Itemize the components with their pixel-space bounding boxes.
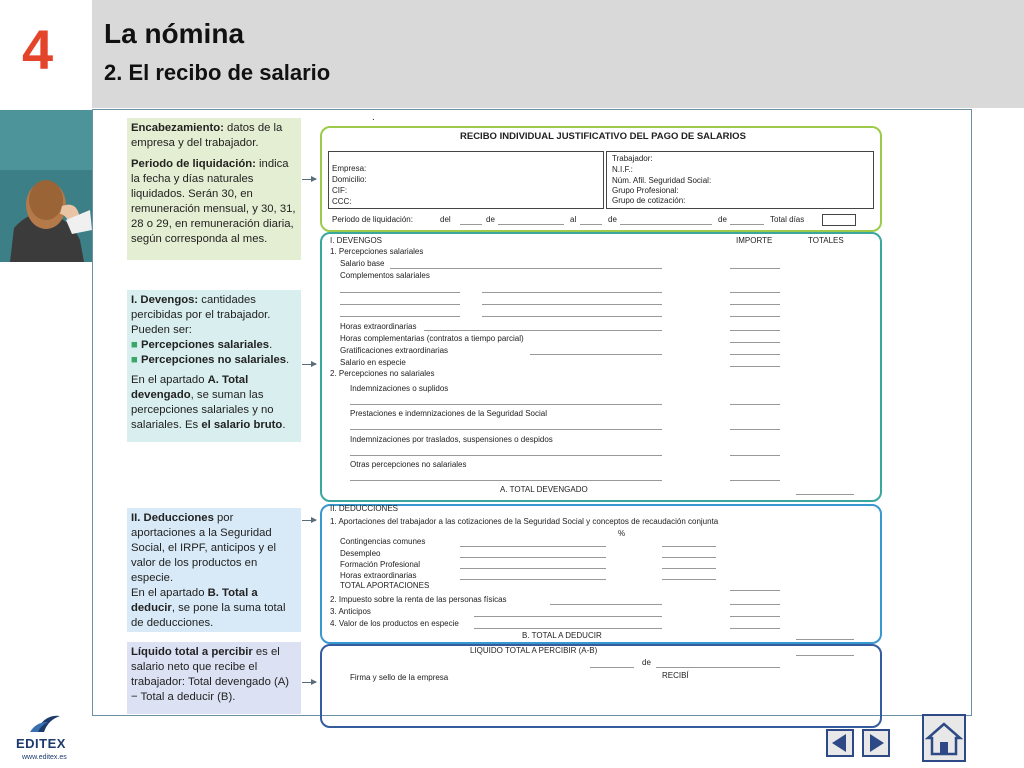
note-text: indica la fecha y días naturales liquidados. Serán 30, en remuneración mensual, y 30, 31, 28 o 29, en remuneración diaria, según corresponda al mes. [131,158,296,245]
note-term: A. Total devengado [131,374,249,401]
periodo-del: del [440,215,451,224]
editex-logo-text: EDITEX [16,736,66,751]
form-title: RECIBO INDIVIDUAL JUSTIFICATIVO DEL PAGO DE SALARIOS [460,131,746,142]
note-text: , se suman las percepciones salariales y no salariales. Es [131,389,274,431]
firma-empresa: Firma y sello de la empresa [350,673,449,682]
periodo-al: al [570,215,577,224]
bullet-text: Percepciones no salariales [140,354,287,366]
devengos-heading: I. DEVENGOS [330,236,383,245]
bullet-end: . [269,339,273,351]
otras-percepciones: Otras percepciones no salariales [350,460,467,469]
percepciones-salariales: 1. Percepciones salariales [330,247,424,256]
arrow-icon [302,179,316,180]
note-text: En el apartado [131,374,208,386]
gratificaciones: Gratificaciones extraordinarias [340,346,449,355]
note-term: Periodo de liquidación: [131,158,256,170]
person-thinking-image [0,110,92,262]
total-aportaciones: TOTAL APORTACIONES [340,581,430,590]
total-dias-box [822,214,856,226]
productos-especie: 4. Valor de los productos en especie [330,619,459,628]
bullet-icon: ■ [131,339,141,351]
aportaciones-label: 1. Aportaciones del trabajador a las cotizaciones de la Seguridad Social y conceptos de recaudación conjunta [330,517,719,526]
note-text: . [232,691,236,703]
indemnizaciones-suplidos: Indemnizaciones o suplidos [350,384,449,393]
home-button[interactable] [922,714,966,762]
note-text: cantidades percibidas por el trabajador. Pueden ser: [131,294,271,336]
nss-label: Núm. Afil. Seguridad Social: [612,176,712,185]
domicilio-label: Domicilio: [332,175,367,184]
triangle-right-icon [864,731,888,755]
ccc-label: CCC: [332,197,352,206]
irpf: 2. Impuesto sobre la renta de las personas físicas [330,595,507,604]
note-term: Encabezamiento: [131,122,224,134]
bullet-icon: ■ [131,354,141,366]
triangle-left-icon [828,731,852,755]
desempleo: Desempleo [340,549,381,558]
periodo-de2: de [608,215,617,224]
total-dias-label: Total días [770,215,805,224]
home-icon [924,716,964,760]
grupo-prof-label: Grupo Profesional: [612,186,679,195]
note-term: Líquido total a percibir [131,646,253,658]
horas-complementarias: Horas complementarias (contratos a tiempo parcial) [340,334,524,343]
note-deducciones [127,508,301,632]
bullet-end: . [286,354,290,366]
page-title: La nómina [104,18,245,49]
nif-label: N.I.F.: [612,165,633,174]
prestaciones-ss: Prestaciones e indemnizaciones de la Seguridad Social [350,409,548,418]
percepciones-no-salariales: 2. Percepciones no salariales [330,369,435,378]
periodo-de1: de [486,215,495,224]
importe-heading: IMPORTE [736,236,773,245]
salario-especie: Salario en especie [340,358,406,367]
note-term: II. Deducciones [131,512,214,524]
trabajador-label: Trabajador: [612,154,653,163]
horas-extra-deduc: Horas extraordinarias [340,571,417,580]
note-text: . [282,419,286,431]
note-text: datos de la empresa y del trabajador. [131,122,283,149]
contingencias-comunes: Contingencias comunes [340,537,426,546]
note-text: , se pone la suma total de deducciones. [131,602,286,629]
total-a-deducir: B. TOTAL A DEDUCIR [522,631,602,640]
anticipos: 3. Anticipos [330,607,371,616]
header-bar [92,0,1024,108]
salario-base: Salario base [340,259,385,268]
arrow-icon [302,520,316,521]
liquido-heading: LIQUIDO TOTAL A PERCIBIR (A-B) [470,646,598,655]
empresa-label: Empresa: [332,164,367,173]
editex-url: www.editex.es [22,754,67,761]
note-term: I. Devengos: [131,294,199,306]
arrow-icon [302,364,316,365]
total-devengado: A. TOTAL DEVENGADO [500,485,588,494]
note-text: En el apartado [131,587,208,599]
totales-heading: TOTALES [808,236,844,245]
liquido-de: de [642,658,651,667]
deducciones-heading: II. DEDUCCIONES [330,504,399,513]
horas-extraordinarias: Horas extraordinarias [340,322,417,331]
arrow-icon [302,682,316,683]
grupo-cot-label: Grupo de cotización: [612,196,686,205]
previous-button[interactable] [826,729,854,757]
percent-label: % [618,529,626,538]
indemnizaciones-traslados: Indemnizaciones por traslados, suspensiones o despidos [350,435,553,444]
page-subtitle: 2. El recibo de salario [104,60,331,85]
note-encabezamiento [127,118,301,260]
note-devengos [127,290,301,442]
section-liquido-box [320,644,882,728]
chapter-number: 4 [22,18,54,81]
note-term: B. Total a deducir [131,587,258,614]
form-dot: . [372,112,375,123]
note-text: es el salario neto que recibe el trabajador: [131,646,280,688]
cif-label: CIF: [332,186,348,195]
next-button[interactable] [862,729,890,757]
salary-receipt-form [320,112,886,714]
note-liquido [127,642,301,714]
note-formula: Total devengado (A) − Total a deducir (B) [131,676,290,703]
complementos-salariales: Complementos salariales [340,271,430,280]
periodo-label: Periodo de liquidación: [332,215,413,224]
periodo-de3: de [718,215,727,224]
formacion-profesional: Formación Profesional [340,560,421,569]
note-term: el salario bruto [201,419,283,431]
note-text: por aportaciones a la Seguridad Social, el IRPF, anticipos y el valor de los productos en especie. [131,512,277,584]
empresa-box [328,151,604,209]
recibi-label: RECIBÍ [662,671,689,680]
bullet-text: Percepciones salariales [140,339,270,351]
